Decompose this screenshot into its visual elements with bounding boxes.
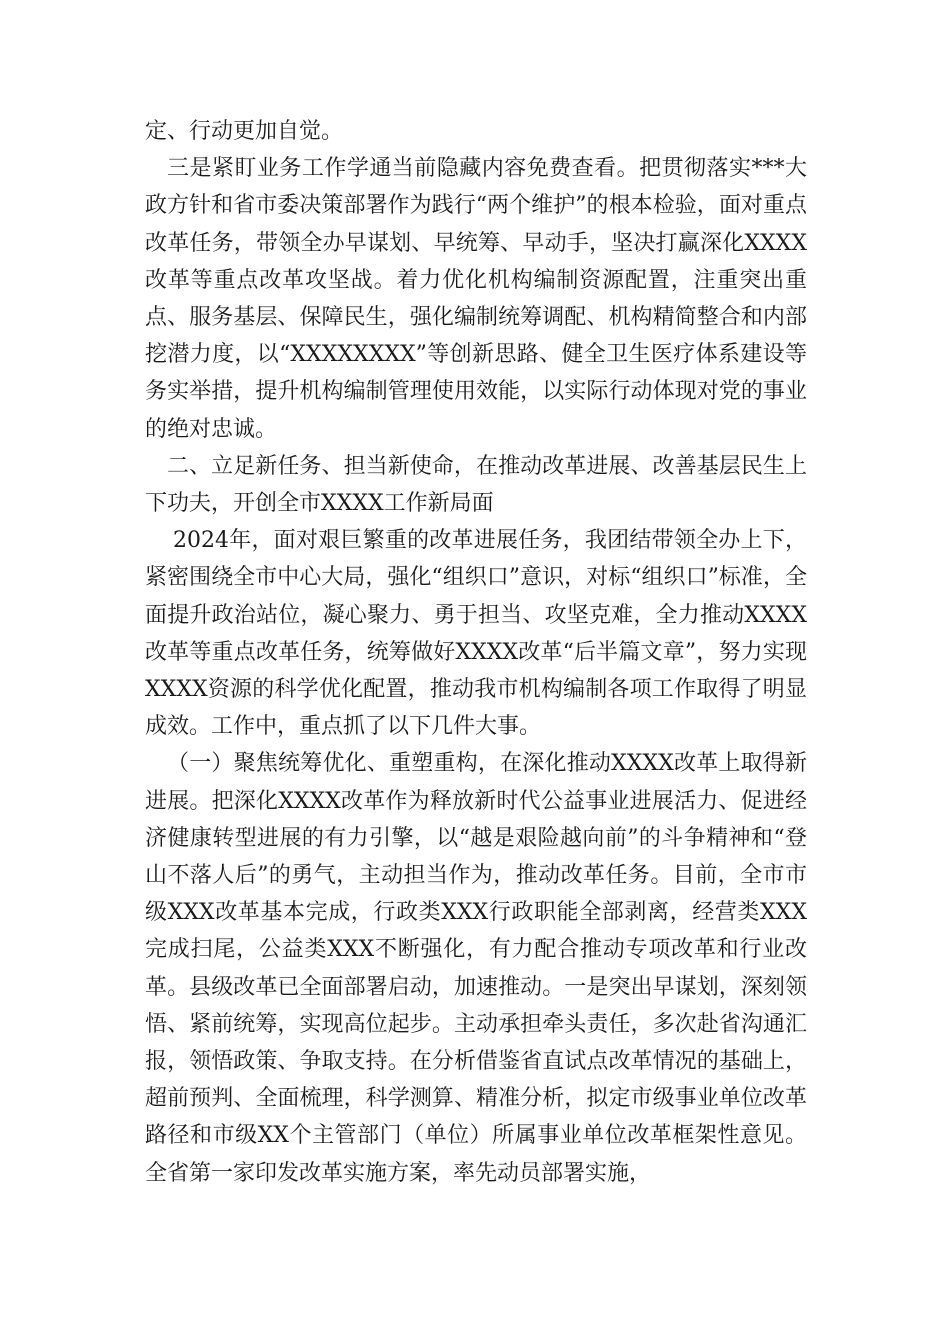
paragraph-subsection-one: （一）聚焦统筹优化、重塑重构，在深化推动XXXX改革上取得新进展。把深化XXXX改革作为释放新时代公益事业进展活力、促进经济健康转型进展的有力引擎，以“越是艰险越向前”的斗争精神和“登山不落人后”的勇气，主动担当作为，推动改革任务。目前，全市市级XXX改革基本完成，行政类XXX行政职能全部剥离，经营类XXX完成扫尾，公益类XXX不断强化，有力配合推动专项改革和行业改革。县级改革已全面部署启动，加速推动。一是突出早谋划，深刻领悟、紧前统筹，实现高位起步。主动承担牵头责任，多次赴省沟通汇报，领悟政策、争取支持。在分析借鉴省直试点改革情况的基础上，超前预判、全面梳理，科学测算、精准分析，拟定市级事业单位改革路径和市级XX个主管部门（单位）所属事业单位改革框架性意见。全省第一家印发改革实施方案，率先动员部署实施， xyxy=(145,751,807,1186)
document-body xyxy=(145,113,807,1192)
paragraph-continuation: 定、行动更加自觉。 xyxy=(145,119,344,144)
paragraph-2024-overview: 2024年，面对艰巨繁重的改革进展任务，我团结带领全办上下，紧密围绕全市中心大局，强化“组织口”意识，对标“组织口”标准，全面提升政治站位，凝心聚力、勇于担当、攻坚克难，全力推动XXXX改革等重点改革任务，统筹做好XXXX改革“后半篇文章”，努力实现XXXX资源的科学优化配置，推动我市机构编制各项工作取得了明显成效。工作中，重点抓了以下几件大事。 xyxy=(145,528,807,740)
section-heading-two: 二、立足新任务、担当新使命，在推动改革进展、改善基层民生上下功夫，开创全市XXXX工作新局面 xyxy=(145,453,807,517)
paragraph-point-three: 三是紧盯业务工作学通当前隐藏内容免费查看。把贯彻落实***大政方针和省市委决策部署作为践行“两个维护”的根本检验，面对重点改革任务，带领全办早谋划、早统筹、早动手，坚决打赢深化XXXX改革等重点改革攻坚战。着力优化机构编制资源配置，注重突出重点、服务基层、保障民生，强化编制统筹调配、机构精简整合和内部挖潜力度，以“XXXXXXXX”等创新思路、健全卫生医疗体系建设等务实举措，提升机构编制管理使用效能，以实际行动体现对党的事业的绝对忠诚。 xyxy=(145,156,807,442)
